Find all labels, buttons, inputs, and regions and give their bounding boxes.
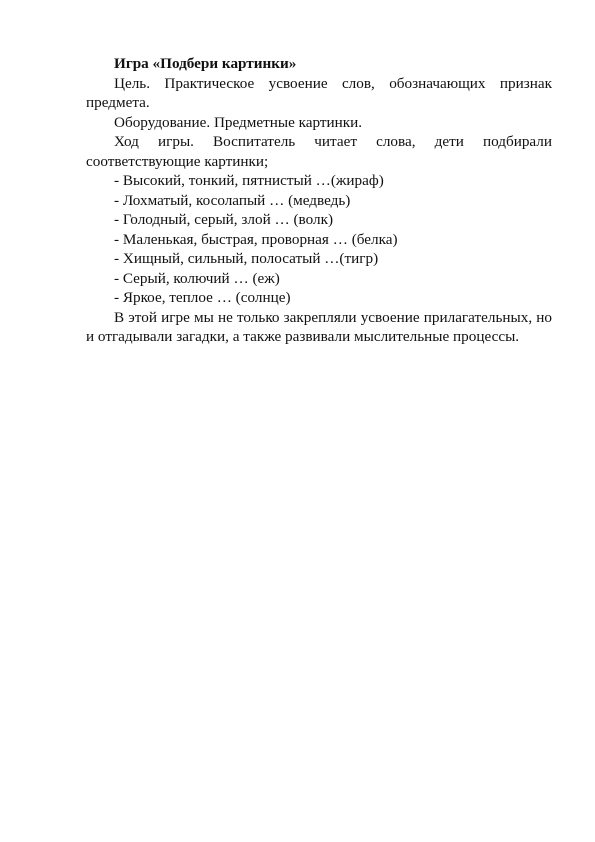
list-item: - Лохматый, косолапый … (медведь) (114, 191, 351, 209)
conclusion-paragraph: В этой игре мы не только закрепляли усвоение прилагательных, но и отгадывали загадки, а также развивали мыслительные процессы. (86, 308, 552, 345)
list-item: - Хищный, сильный, полосатый …(тигр) (114, 250, 379, 267)
list-item: - Голодный, серый, злой … (волк) (114, 211, 334, 228)
list-item: - Яркое, теплое … (солнце) (114, 289, 291, 306)
list-item: - Высокий, тонкий, пятнистый …(жираф) (114, 172, 384, 189)
procedure-paragraph: Ход игры. Воспитатель читает слова, дети подбирали соответствующие картинки; (86, 133, 552, 170)
goal-paragraph: Цель. Практическое усвоение слов, обозначающих признак предмета. (86, 74, 552, 111)
game-title: Игра «Подбери картинки» (114, 55, 297, 72)
document-body (86, 54, 552, 347)
list-item: - Серый, колючий … (еж) (114, 269, 280, 287)
riddle-list (86, 171, 552, 308)
equipment-paragraph: Оборудование. Предметные картинки. (114, 113, 363, 131)
list-item: - Маленькая, быстрая, проворная … (белка) (114, 230, 398, 248)
